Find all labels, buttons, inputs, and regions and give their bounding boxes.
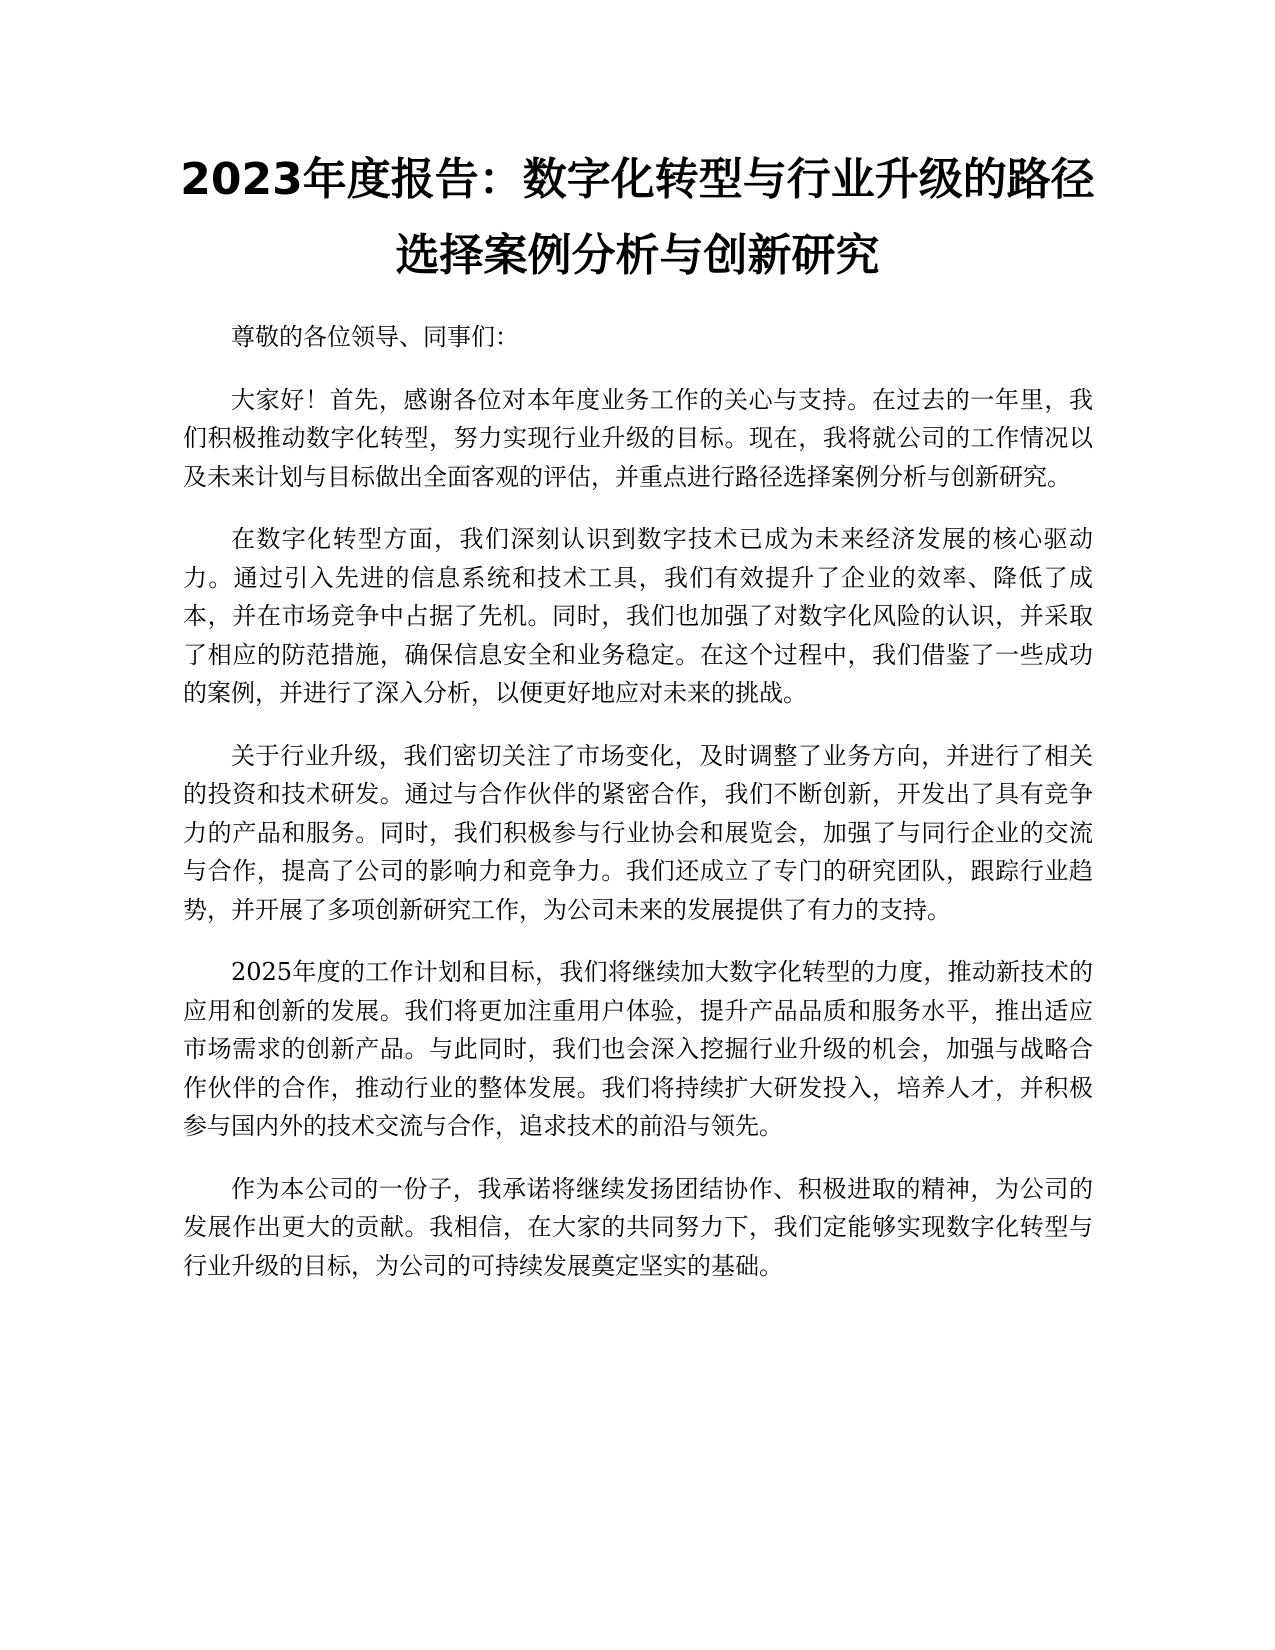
work-plan-paragraph: 2025年度的工作计划和目标，我们将继续加大数字化转型的力度，推动新技术的应用和创新的发展。我们将更加注重用户体验，提升产品品质和服务水平，推出适应市场需求的创新产品。与此同时，我们也会深入挖掘行业升级的机会，加强与战略合作伙伴的合作，推动行业的整体发展。我们将持续扩大研发投入，培养人才，并积极参与国内外的技术交流与合作，追求技术的前沿与领先。	[183, 958, 1093, 1140]
greeting-paragraph: 尊敬的各位领导、同事们：	[231, 323, 519, 351]
document-body	[183, 318, 1093, 1309]
intro-paragraph: 大家好！首先，感谢各位对本年度业务工作的关心与支持。在过去的一年里，我们积极推动数字化转型，努力实现行业升级的目标。现在，我将就公司的工作情况以及未来计划与目标做出全面客观的评估，并重点进行路径选择案例分析与创新研究。	[183, 385, 1093, 491]
industry-upgrade-paragraph: 关于行业升级，我们密切关注了市场变化，及时调整了业务方向，并进行了相关的投资和技术研发。通过与合作伙伴的紧密合作，我们不断创新，开发出了具有竞争力的产品和服务。同时，我们积极参与行业协会和展览会，加强了与同行企业的交流与合作，提高了公司的影响力和竞争力。我们还成立了专门的研究团队，跟踪行业趋势，并开展了多项创新研究工作，为公司未来的发展提供了有力的支持。	[183, 741, 1093, 924]
digital-transformation-paragraph: 在数字化转型方面，我们深刻认识到数字技术已成为未来经济发展的核心驱动力。通过引入先进的信息系统和技术工具，我们有效提升了企业的效率、降低了成本，并在市场竞争中占据了先机。同时，我们也加强了对数字化风险的认识，并采取了相应的防范措施，确保信息安全和业务稳定。在这个过程中，我们借鉴了一些成功的案例，并进行了深入分析，以便更好地应对未来的挑战。	[183, 525, 1093, 707]
document-title: 2023年度报告：数字化转型与行业升级的路径选择案例分析与创新研究	[180, 154, 1095, 281]
closing-paragraph: 作为本公司的一份子，我承诺将继续发扬团结协作、积极进取的精神，为公司的发展作出更大的贡献。我相信，在大家的共同努力下，我们定能够实现数字化转型与行业升级的目标，为公司的可持续发展奠定坚实的基础。	[183, 1174, 1093, 1280]
